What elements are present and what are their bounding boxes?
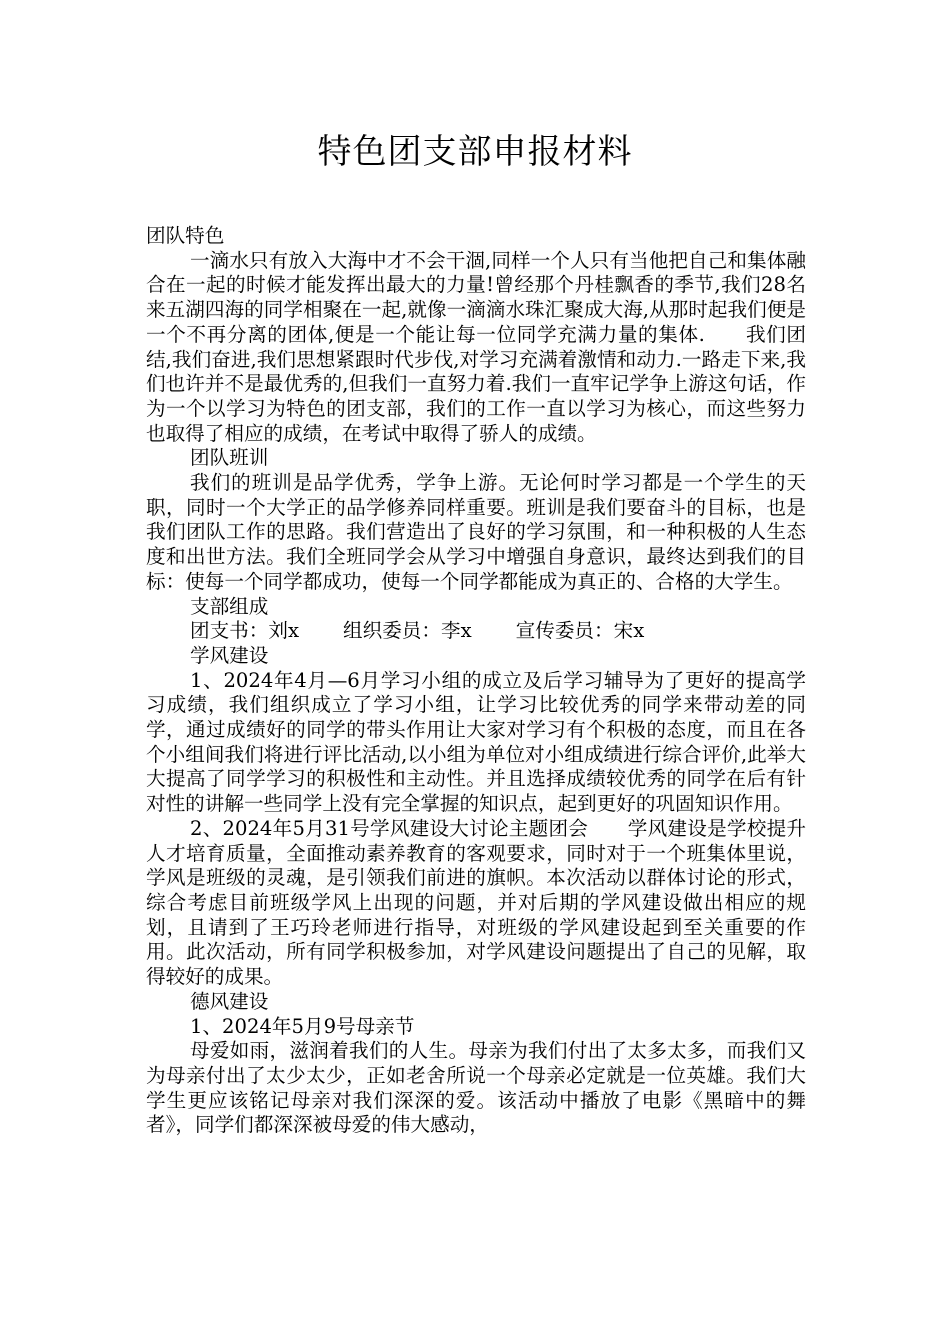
paragraph-study-style-item2: 2、2024年5月31号学风建设大讨论主题团会 学风建设是学校提升人才培育质量，全面推动素养教育的客观要求，同时对于一个班集体里说，学风是班级的灵魂，是引领我们前进的旗帜。本次活动以群体讨论的形式，综合考虑目前班级学风上出现的问题，并对后期的学风建设做出相应的规划，且请到了王巧玲老师进行指导，对班级的学风建设起到至关重要的作用。此次活动，所有同学积极参加，对学风建设问题提出了自己的见解，取得较好的成果。 xyxy=(146,816,806,989)
moral-style-item1-title: 1、2024年5月9号母亲节 xyxy=(190,1014,415,1038)
paragraph-study-style-item1: 1、2024年4月—6月学习小组的成立及后学习辅导为了更好的提高学习成绩，我们组织成立了学习小组，让学习比较优秀的同学来带动差的同学，通过成绩好的同学的带头作用让大家对学习有个积极的态度，而且在各个小组间我们将进行评比活动,以小组为单位对小组成绩进行综合评价,此举大大提高了同学学习的积极性和主动性。并且选择成绩较优秀的同学在后有针对性的讲解一些同学上没有完全掌握的知识点，起到更好的巩固知识作用。 xyxy=(146,668,806,816)
paragraph-team-motto: 我们的班训是品学优秀，学争上游。无论何时学习都是一个学生的天职，同时一个大学正的品学修养同样重要。班训是我们要奋斗的目标，也是我们团队工作的思路。我们营造出了良好的学习氛围，和一种积极的人生态度和出世方法。我们全班同学会从学习中增强自身意识，最终达到我们的目标：使每一个同学都成功，使每一个同学都能成为真正的、合格的大学生。 xyxy=(146,471,806,593)
section-heading-team-feature: 团队特色 xyxy=(146,224,225,247)
officers-line xyxy=(146,619,806,644)
officer-organizer: 组织委员：李x xyxy=(343,619,472,643)
document-body xyxy=(146,224,806,1138)
section-heading-study-style: 学风建设 xyxy=(190,643,269,667)
section-heading-team-motto: 团队班训 xyxy=(190,446,269,470)
paragraph-team-feature: 一滴水只有放入大海中才不会干涸,同样一个人只有当他把自己和集体融合在一起的时候才能发挥出最大的力量!曾经那个丹桂飘香的季节,我们28名来五湖四海的同学相聚在一起,就像一滴滴水珠汇聚成大海,从那时起我们便是一个不再分离的团体,便是一个能让每一位同学充满力量的集体. 我们团结,我们奋进,我们思想紧跟时代步伐,对学习充满着激情和动力.一路走下来,我们也许并不是最优秀的,但我们一直努力着.我们一直牢记学争上游这句话，作为一个以学习为特色的团支部，我们的工作一直以学习为核心，而这些努力也取得了相应的成绩，在考试中取得了骄人的成绩。 xyxy=(146,248,806,445)
paragraph-moral-style-item1: 母爱如雨，滋润着我们的人生。母亲为我们付出了太多太多，而我们又为母亲付出了太少太少，正如老舍所说一个母亲必定就是一位英雄。我们大学生更应该铭记母亲对我们深深的爱。该活动中播放了电影《黑暗中的舞者》，同学们都深深被母爱的伟大感动， xyxy=(146,1039,806,1137)
document-title: 特色团支部申报材料 xyxy=(317,132,633,172)
officer-secretary: 团支书：刘x xyxy=(190,619,300,643)
section-heading-branch-composition: 支部组成 xyxy=(190,594,269,618)
officer-publicity: 宣传委员：宋x xyxy=(515,619,645,643)
section-heading-moral-style: 德风建设 xyxy=(190,989,269,1013)
